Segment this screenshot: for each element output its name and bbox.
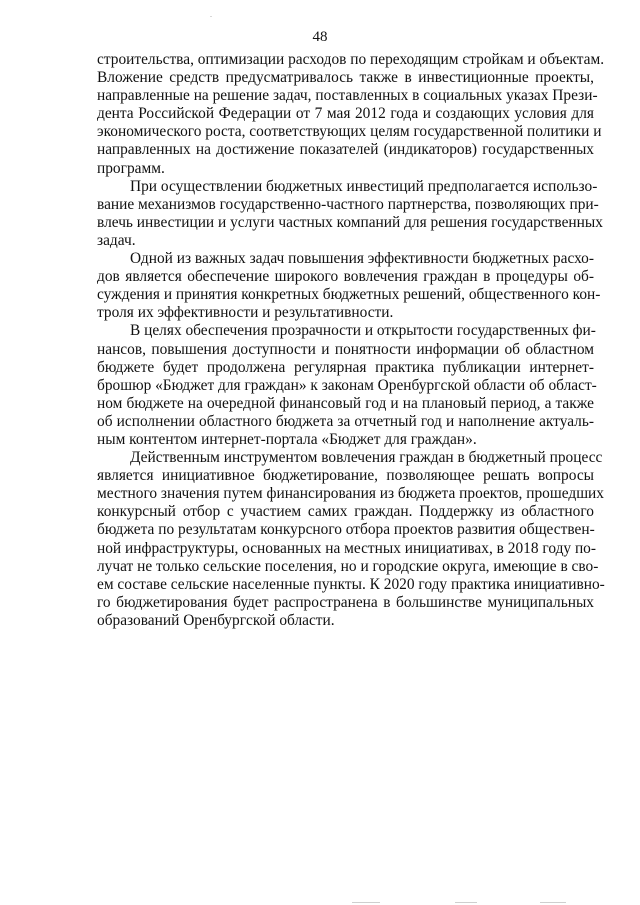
text-line: строительства, оптимизации расходов по переходящим стройкам и объектам. bbox=[97, 51, 605, 68]
text-line: об исполнении областного бюджета за отчетный год и наполнение актуаль- bbox=[97, 412, 594, 430]
text-line: местного значения путем финансирования из бюджета проектов, прошедших bbox=[97, 485, 604, 503]
text-line: В целях обеспечения прозрачности и открытости государственных фи- bbox=[130, 322, 596, 340]
page-number: 48 bbox=[312, 29, 328, 45]
text-line: бюджете будет продолжена регулярная практика публикации интернет- bbox=[97, 358, 594, 376]
scan-bottom-edge bbox=[0, 901, 640, 905]
document-body bbox=[97, 51, 605, 630]
text-line: лучат не только сельские поселения, но и городские округа, имеющие в сво- bbox=[97, 557, 599, 575]
scan-artifact bbox=[352, 902, 380, 903]
text-line: направленные на решение задач, поставленных в социальных указах Прези- bbox=[97, 87, 598, 105]
text-line: Вложение средств предусматривалось также в инвестиционные проекты, bbox=[97, 69, 594, 87]
text-line: программ. bbox=[97, 159, 165, 177]
text-line: троля их эффективности и результативности. bbox=[97, 304, 394, 322]
text-line: задач. bbox=[97, 231, 136, 249]
text-line: экономического роста, соответствующих целям государственной политики и bbox=[97, 123, 602, 141]
text-line: дента Российской Федерации от 7 мая 2012 года и создающих условия для bbox=[97, 105, 594, 123]
text-line: ным контентом интернет-портала «Бюджет для граждан». bbox=[97, 430, 477, 448]
text-line: образований Оренбургской области. bbox=[97, 611, 335, 629]
text-line: бюджета по результатам конкурсного отбора проектов развития обществен- bbox=[97, 521, 595, 539]
text-line: брошюр «Бюджет для граждан» к законам Оренбургской области об област- bbox=[97, 376, 597, 394]
paragraph bbox=[97, 250, 601, 322]
paragraph bbox=[97, 51, 605, 178]
text-line: ном бюджете на очередной финансовый год и на плановый период, а также bbox=[97, 394, 594, 412]
text-line: При осуществлении бюджетных инвестиций предполагается использо- bbox=[130, 177, 598, 195]
text-line: влечь инвестиции и услуги частных компаний для решения государственных bbox=[97, 213, 603, 231]
paragraph bbox=[97, 449, 605, 630]
text-line: ной инфраструктуры, основанных на местных инициативах, в 2018 году по- bbox=[97, 539, 596, 557]
text-line: вание механизмов государственно-частного партнерства, позволяющих при- bbox=[97, 195, 599, 213]
text-line: конкурсный отбор с участием самих граждан. Поддержку из областного bbox=[97, 503, 594, 521]
text-line: является инициативное бюджетирование, позволяющее решать вопросы bbox=[97, 467, 594, 485]
scan-speck bbox=[210, 16, 212, 17]
text-line: Одной из важных задач повышения эффективности бюджетных расхо- bbox=[130, 250, 594, 268]
text-line: го бюджетирования будет распространена в большинстве муниципальных bbox=[97, 593, 594, 611]
text-line: ем составе сельские населенные пункты. К 2020 году практика инициативно- bbox=[97, 575, 605, 593]
paragraph bbox=[97, 177, 603, 250]
text-line: Действенным инструментом вовлечения граждан в бюджетный процесс bbox=[130, 449, 603, 467]
scan-artifact bbox=[540, 902, 566, 903]
text-line: направленных на достижение показателей (индикаторов) государственных bbox=[97, 141, 594, 159]
text-line: дов является обеспечение широкого вовлечения граждан в процедуры об- bbox=[97, 268, 594, 286]
text-line: нансов, повышения доступности и понятности информации об областном bbox=[97, 340, 594, 358]
scan-artifact bbox=[455, 902, 477, 903]
paragraph bbox=[97, 322, 597, 449]
text-line: суждения и принятия конкретных бюджетных решений, общественного кон- bbox=[97, 286, 601, 304]
